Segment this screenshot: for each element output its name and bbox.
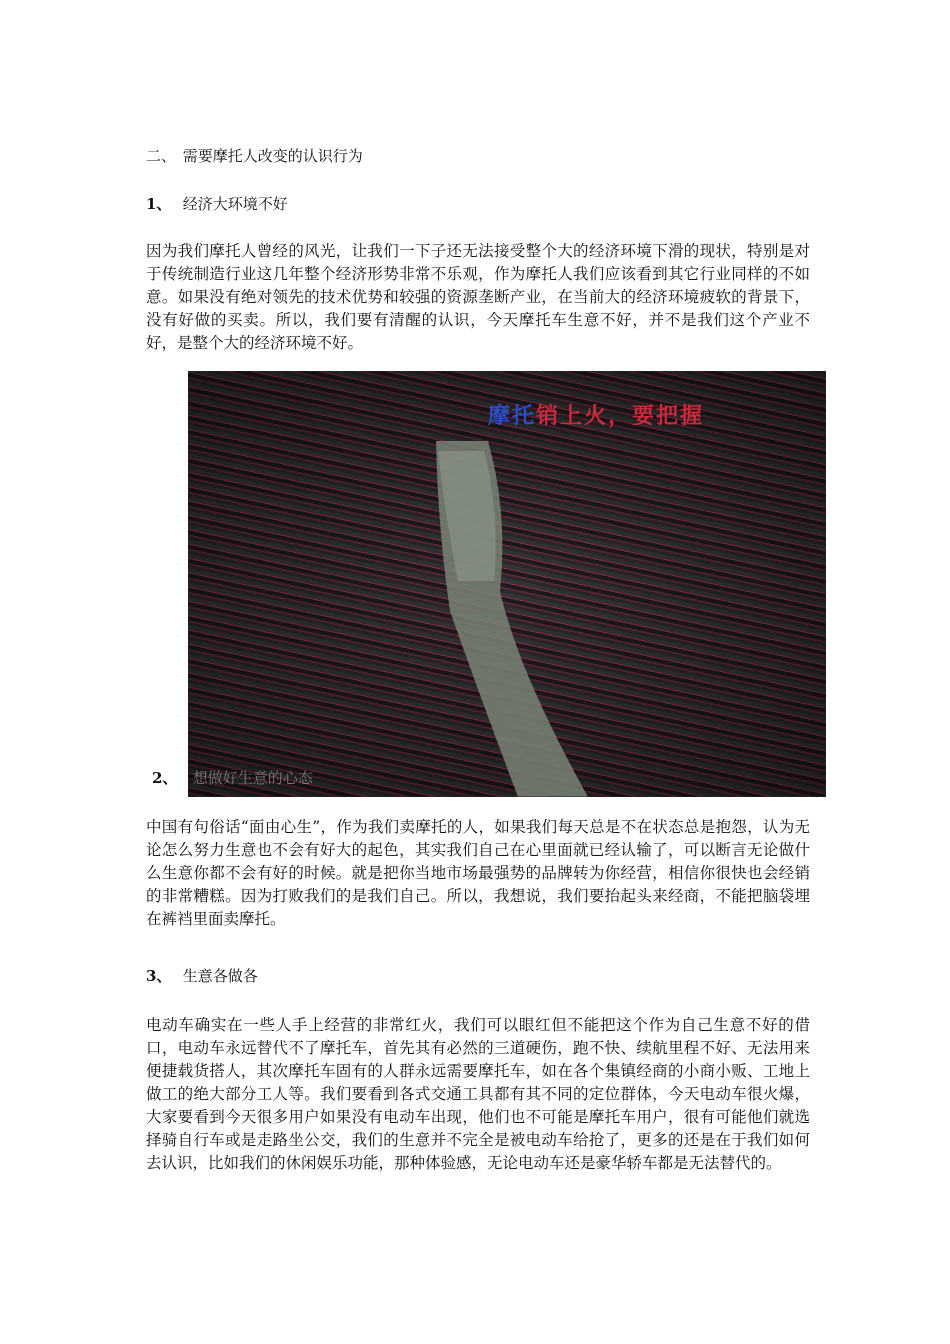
- item-heading-2: [152, 768, 313, 788]
- section-title: 需要摩托人改变的认识行为: [182, 147, 363, 165]
- item-number-1: 1、: [146, 195, 172, 213]
- item-heading-1: [146, 194, 288, 214]
- section-heading: [146, 146, 363, 166]
- paragraph-3: 电动车确实在一些人手上经营的非常红火，我们可以眼红但不能把这个作为自己生意不好的借口，电动车永远替代不了摩托车，首先其有必然的三道硬伤，跑不快、续航里程不好、无法用来便捷载货搭人，其次摩托车固有的人群永远需要摩托车，如在各个集镇经商的小商小贩、工地上做工的绝大部分工人等。我们要看到各式交通工具都有其不同的定位群体，今天电动车很火爆，大家要看到今天很多用户如果没有电动车出现，他们也不可能是摩托车用户，很有可能他们就选择骑自行车或是走路坐公交，我们的生意并不完全是被电动车给抢了，更多的还是在于我们如何去认识，比如我们的休闲娱乐功能，那种体验感，无论电动车还是豪华轿车都是无法替代的。: [146, 1016, 810, 1172]
- item-title-1: 经济大环境不好: [182, 195, 288, 213]
- photo-overlay-text: 摩托销上火，要把握: [488, 404, 705, 429]
- item-number-2: 2、: [152, 769, 178, 787]
- section-number: 二、: [146, 147, 177, 165]
- photo-path-shape: [188, 371, 826, 797]
- paragraph-1: 因为我们摩托人曾经的风光，让我们一下子还无法接受整个大的经济环境下滑的现状，特别是对于传统制造行业这几年整个经济形势非常不乐观，作为摩托人我们应该看到其它行业同样的不如意。如果没有绝对领先的技术优势和较强的资源垄断产业，在当前大的经济环境疲软的背景下，没有好做的买卖。所以，我们要有清醒的认识，今天摩托车生意不好，并不是我们这个产业不好，是整个大的经济环境不好。: [146, 242, 810, 352]
- item-title-3: 生意各做各: [182, 967, 258, 985]
- item-number-3: 3、: [146, 967, 172, 985]
- item-title-2: 想做好生意的心态: [192, 769, 313, 787]
- item-heading-3: [146, 966, 258, 986]
- motorcycle-yard-photo: [188, 371, 826, 797]
- paragraph-2: 中国有句俗话“面由心生”，作为我们卖摩托的人，如果我们每天总是不在状态总是抱怨，认为无论怎么努力生意也不会有好大的起色，其实我们自己在心里面就已经认输了，可以断言无论做什么生意你都不会有好的时候。就是把你当地市场最强势的品牌转为你经营，相信你很快也会经销的非常糟糕。因为打败我们的是我们自己。所以，我想说，我们要抬起头来经商，不能把脑袋埋在裤裆里面卖摩托。: [146, 818, 810, 928]
